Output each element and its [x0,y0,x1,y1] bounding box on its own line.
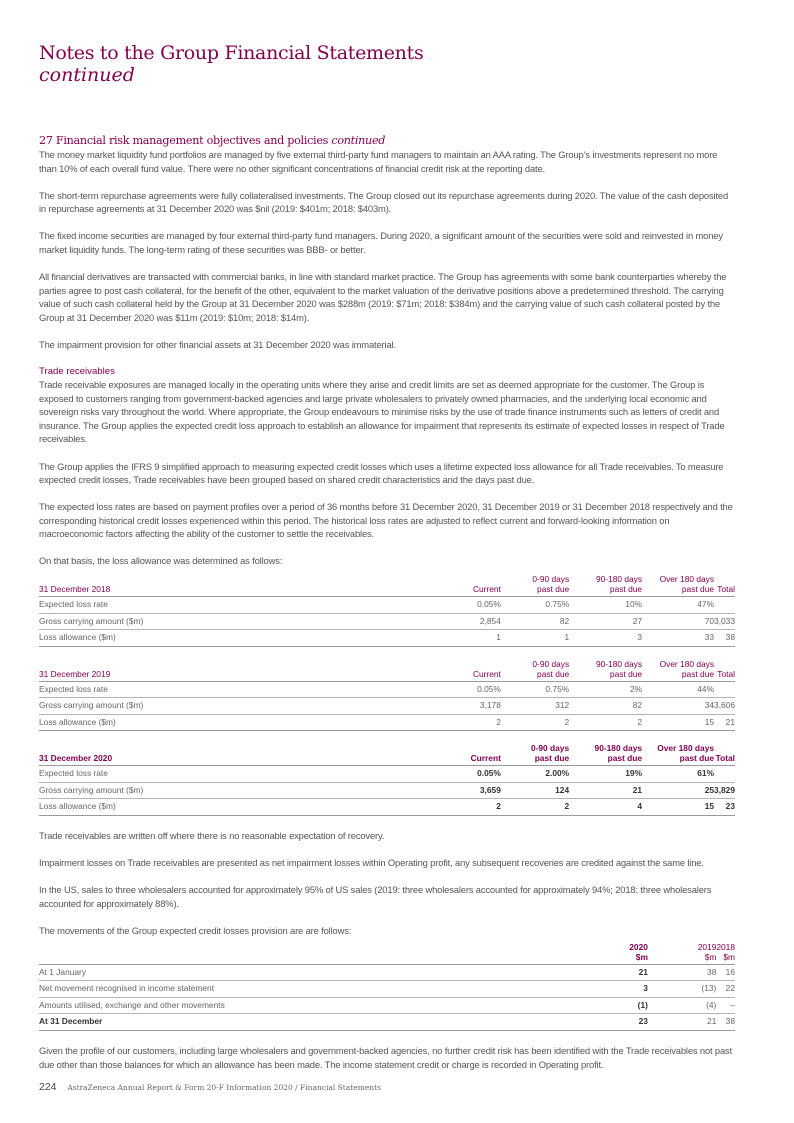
table-row-total [39,1014,735,1031]
table-row [39,597,735,614]
table-header-row [39,657,735,682]
trade-receivables-heading: Trade receivables [39,365,115,377]
col-header: 90-180 days past due [569,741,642,766]
footer-text: AstraZeneca Annual Report & Form 20-F Information 2020 / Financial Statements [67,1083,381,1092]
paragraph: The short-term repurchase agreements were fully collateralised investments. The Group closed out its repurchase agreements during 2020. The value of the cash deposited in repurchase agreements at 31 December 2020 was $nil (2019: $401m; 2018: $403m). [39,189,729,215]
col-header: Total [714,741,735,766]
table-row [39,964,735,981]
cell: 2 [424,714,501,731]
paragraph: The fixed income securities are managed by four external third-party fund managers. During 2020, a significant amount of the securities were sold and reinvested in money market liquidity funds. The long-term rating of these securities was BBB- or better. [39,230,723,255]
paragraph: Impairment losses on Trade receivables are presented as net impairment losses within Operating profit, any subsequent recoveries are credited against the same line. [39,857,704,869]
cell: 82 [569,698,642,715]
col-header: Current [424,741,501,766]
table-header-row [39,940,735,965]
cell: 2 [569,714,642,731]
col-header: 0-90 days past due [501,657,569,682]
cell: 2,854 [424,613,501,630]
col-header: Total [714,657,735,682]
section-heading-suffix: continued [331,134,386,147]
cell: 4 [569,799,642,816]
cell: 21 [714,714,735,731]
cell: 2 [501,714,569,731]
row-label: Expected loss rate [39,597,424,614]
table-row [39,981,735,998]
paragraph: The expected loss rates are based on payment profiles over a period of 36 months before 31 December 2020, 31 December 2019 or 31 December 2018 respectively and the corresponding historical credit losses experienced within this period. The historical loss rates are adjusted to reflect current and forward-looking information on macroeconomic factors affecting the ability of the customer to settle the receivables. [39,501,733,540]
cell: 15 [642,799,714,816]
cell: 22 [716,981,735,998]
col-header: Current [424,657,501,682]
cell: 82 [501,613,569,630]
table-row [39,766,735,783]
cell: 3 [579,981,647,998]
cell: 19% [569,766,642,783]
table-header-row [39,741,735,766]
cell: 33 [642,630,714,647]
col-header: Over 180 days past due [642,572,714,597]
col-header-blank [39,940,579,965]
paragraph: All financial derivatives are transacted with commercial banks, in line with standard market practice. The Group has agreements with some bank counterparties whereby the parties agree to post cash collateral, for the benefit of the other, equivalent to the market valuation of the derivative positions above a predetermined threshold. The carrying value of such cash collateral held by the Group at 31 December 2020 was $288m (2019: $71m; 2018: $384m) and the carrying value of such cash collateral posted by the Group at 31 December 2020 was $11m (2019: $10m; 2018: $14m). [39,271,727,323]
cell: 21 [569,782,642,799]
table-row [39,681,735,698]
loss-table-2018 [39,572,735,647]
col-header: 0-90 days past due [501,572,569,597]
col-header-2018: 2018 $m [716,940,735,965]
cell: 1 [501,630,569,647]
cell: 23 [579,1014,647,1031]
row-label: Expected loss rate [39,681,424,698]
cell: 25 [642,782,714,799]
page-title: Notes to the Group Financial Statements [39,42,424,64]
cell: 44% [642,681,714,698]
col-header-2019: 2019 $m [648,940,716,965]
cell [714,597,735,614]
row-label: At 1 January [39,964,579,981]
table-row [39,799,735,816]
table-row [39,630,735,647]
cell: – [716,997,735,1014]
cell: 3,829 [714,782,735,799]
row-label: Loss allowance ($m) [39,799,424,816]
paragraph: The movements of the Group expected credit losses provision are are follows: [39,924,352,936]
table-title: 31 December 2018 [39,572,424,597]
cell: 3,659 [424,782,501,799]
paragraph: On that basis, the loss allowance was determined as follows: [39,555,283,567]
col-header: 90-180 days past due [569,657,642,682]
col-header: Over 180 days past due [642,657,714,682]
col-header: Current [424,572,501,597]
main-content [39,133,735,1071]
table-row [39,997,735,1014]
table-title: 31 December 2019 [39,657,424,682]
paragraph: The money market liquidity fund portfolios are managed by five external third-party fund managers to maintain an AAA rating. The Group’s investments represent no more than 10% of each overall fund value. There were no other significant concentrations of financial credit risk at the reporting date. [39,149,718,174]
cell: 34 [642,698,714,715]
loss-table-2020 [39,741,735,816]
cell: 1 [424,630,501,647]
cell [714,681,735,698]
section-heading-text: 27 Financial risk management objectives and policies [39,134,329,147]
cell: 3,033 [714,613,735,630]
page-subtitle: continued [39,64,135,86]
cell: 2 [501,799,569,816]
table-row [39,613,735,630]
page-number: 224 [39,1081,57,1093]
cell: 0.05% [424,766,501,783]
cell: 2 [424,799,501,816]
paragraph: The Group applies the IFRS 9 simplified approach to measuring expected credit losses which uses a lifetime expected loss allowance for all Trade receivables. To measure expected credit losses, Trade receivables have been grouped based on shared credit characteristics and the days past due. [39,460,724,486]
cell: 0.75% [501,681,569,698]
cell: 312 [501,698,569,715]
cell: (4) [648,997,716,1014]
cell: 23 [714,799,735,816]
cell: 38 [714,630,735,647]
cell [714,766,735,783]
table-header-row [39,572,735,597]
paragraph: In the US, sales to three wholesalers accounted for approximately 95% of US sales (2019: three wholesalers accounted for approximately 94%; 2018: three wholesalers accounted for approximately 88%). [39,884,712,909]
cell: 3,178 [424,698,501,715]
row-label: At 31 December [39,1014,579,1031]
col-header: Over 180 days past due [642,741,714,766]
row-label: Net movement recognised in income statement [39,981,579,998]
cell: 38 [716,1014,735,1031]
cell: 16 [716,964,735,981]
row-label: Expected loss rate [39,766,424,783]
cell: 21 [648,1014,716,1031]
row-label: Loss allowance ($m) [39,714,424,731]
table-row [39,714,735,731]
cell: 21 [579,964,647,981]
col-header-2020: 2020 $m [579,940,647,965]
cell: 70 [642,613,714,630]
col-header: 90-180 days past due [569,572,642,597]
table-row [39,698,735,715]
cell: 3 [569,630,642,647]
cell: (13) [648,981,716,998]
table-row [39,782,735,799]
cell: 3,606 [714,698,735,715]
col-header: 0-90 days past due [501,741,569,766]
cell: 61% [642,766,714,783]
paragraph: Given the profile of our customers, including large wholesalers and government-backed agencies, no further credit risk has been identified with the Trade receivables not past due other than those balances for which an allowance has been made. The income statement credit or charge is recorded in Operating profit. [39,1045,733,1070]
row-label: Gross carrying amount ($m) [39,613,424,630]
cell: 124 [501,782,569,799]
cell: 0.05% [424,681,501,698]
paragraph: Trade receivables are written off where there is no reasonable expectation of recovery. [39,830,385,842]
col-header: Total [714,572,735,597]
section-heading [39,133,735,148]
cell: 27 [569,613,642,630]
row-label: Amounts utilised, exchange and other movements [39,997,579,1014]
cell: 0.05% [424,597,501,614]
paragraph: Trade receivable exposures are managed locally in the operating units where they arise and credit limits are set as deemed appropriate for the customer. The Group is exposed to customers ranging from government-backed agencies and large private wholesalers to privately owned pharmacies, and the underlying local economic and sovereign risks vary throughout the world. Where appropriate, the Group endeavours to minimise risks by the use of trade finance instruments such as letters of credit and insurance. The Group applies the expected credit loss approach to establish an allowance for impairment that represents its estimate of expected losses in respect of Trade receivables. [39,379,725,445]
table-title: 31 December 2020 [39,741,424,766]
row-label: Gross carrying amount ($m) [39,782,424,799]
row-label: Loss allowance ($m) [39,630,424,647]
cell: 38 [648,964,716,981]
cell: 15 [642,714,714,731]
cell: 2.00% [501,766,569,783]
cell: 0.75% [501,597,569,614]
paragraph: The impairment provision for other financial assets at 31 December 2020 was immaterial. [39,338,396,350]
movements-table [39,940,735,1031]
page-footer [39,1081,381,1093]
row-label: Gross carrying amount ($m) [39,698,424,715]
cell: (1) [579,997,647,1014]
cell: 47% [642,597,714,614]
cell: 10% [569,597,642,614]
cell: 2% [569,681,642,698]
loss-table-2019 [39,657,735,732]
